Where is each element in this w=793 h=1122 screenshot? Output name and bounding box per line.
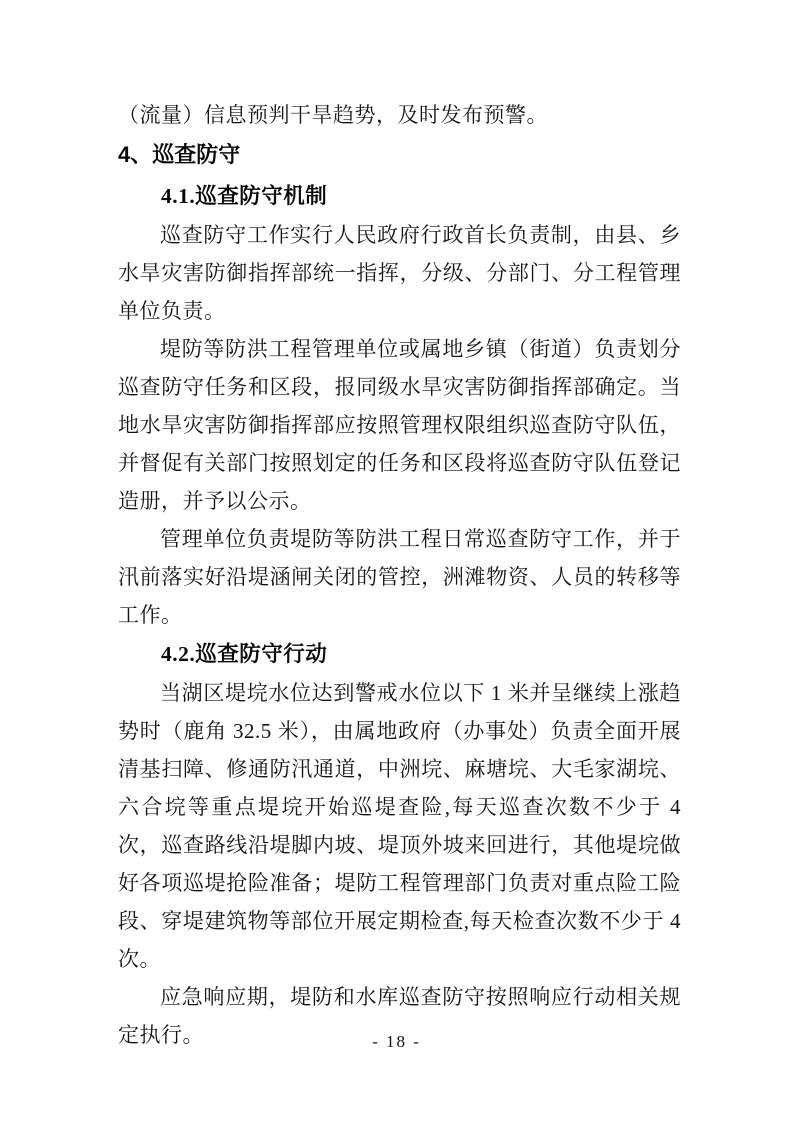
sub-heading-4-1: 4.1.巡查防守机制 bbox=[161, 184, 328, 208]
paragraph-inspection-action-1: 当湖区堤垸水位达到警戒水位以下 1 米并呈继续上涨趋势时（鹿角 32.5 米），由属地政府（办事处）负责全面开展清基扫障、修通防汛通道，中洲垸、麻塘垸、大毛家湖垸、六合垸等重点堤垸开始巡堤查险,每天巡查次数不少于 4 次，巡查路线沿堤脚内坡、堤顶外坡来回进行，其他堤垸做好各项巡堤抢险准备；堤防工程管理部门负责对重点险工险段、穿堤建筑物等部位开展定期检查,每天检查次数不少于 4 次。 bbox=[118, 681, 681, 971]
paragraph-inspection-action-2: 应急响应期，堤防和水库巡查防守按照响应行动相关规定执行。 bbox=[118, 985, 681, 1047]
page-number: - 18 - bbox=[372, 1032, 421, 1051]
sub-heading-4-2: 4.2.巡查防守行动 bbox=[161, 642, 328, 666]
section-heading-4: 4、巡查防守 bbox=[118, 142, 241, 167]
paragraph-inspection-mechanism-3: 管理单位负责堤防等防洪工程日常巡查防守工作，并于汛前落实好沿堤涵闸关闭的管控，洲滩物资、人员的转移等工作。 bbox=[118, 527, 681, 627]
paragraph-inspection-mechanism-2: 堤防等防洪工程管理单位或属地乡镇（街道）负责划分巡查防守任务和区段，报同级水旱灾害防御指挥部确定。当地水旱灾害防御指挥部应按照管理权限组织巡查防守队伍，并督促有关部门按照划定的任务和区段将巡查防守队伍登记造册，并予以公示。 bbox=[118, 337, 681, 513]
paragraph-inspection-mechanism-1: 巡查防守工作实行人民政府行政首长负责制，由县、乡水旱灾害防御指挥部统一指挥，分级、分部门、分工程管理单位负责。 bbox=[118, 223, 681, 323]
paragraph-continuation: （流量）信息预判干旱趋势，及时发布预警。 bbox=[118, 103, 548, 127]
